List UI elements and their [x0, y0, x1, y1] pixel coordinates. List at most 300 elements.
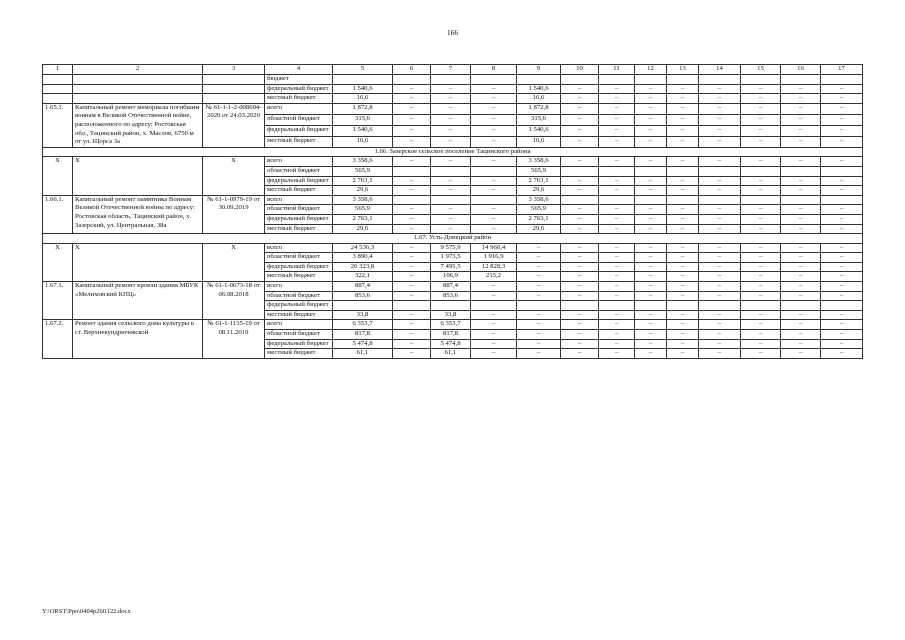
- amount-cell: [599, 301, 635, 311]
- section-title: 1.66. Зазерское сельское поселение Тацинского района: [43, 147, 863, 157]
- amount-cell: –: [599, 84, 635, 94]
- amount-cell: [699, 195, 741, 205]
- amount-cell: –: [699, 136, 741, 147]
- amount-cell: –: [635, 349, 667, 359]
- amount-cell: –: [821, 214, 863, 224]
- amount-cell: –: [781, 214, 821, 224]
- amount-cell: –: [517, 291, 561, 301]
- amount-cell: [517, 75, 561, 85]
- amount-cell: –: [517, 339, 561, 349]
- amount-cell: [431, 195, 471, 205]
- funding-source: бюджет: [265, 75, 333, 85]
- amount-cell: 16,6: [517, 136, 561, 147]
- amount-cell: 565,9: [333, 166, 393, 176]
- amount-cell: –: [781, 103, 821, 114]
- object-name: Ремонт здания сельского дома культуры в ст. Верхнекундрючевской: [73, 320, 203, 358]
- amount-cell: –: [599, 262, 635, 272]
- amount-cell: –: [821, 320, 863, 330]
- funding-source: местный бюджет: [265, 186, 333, 196]
- amount-cell: –: [431, 214, 471, 224]
- amount-cell: –: [561, 176, 599, 186]
- amount-cell: –: [667, 272, 699, 282]
- amount-cell: [471, 75, 517, 85]
- amount-cell: –: [431, 205, 471, 215]
- amount-cell: –: [393, 282, 431, 292]
- column-header: 3: [203, 65, 265, 75]
- amount-cell: –: [741, 320, 781, 330]
- amount-cell: –: [699, 157, 741, 167]
- amount-cell: –: [431, 94, 471, 104]
- amount-cell: –: [431, 176, 471, 186]
- amount-cell: [635, 166, 667, 176]
- amount-cell: 1 540,6: [517, 84, 561, 94]
- amount-cell: –: [599, 310, 635, 320]
- amount-cell: –: [699, 339, 741, 349]
- amount-cell: –: [471, 214, 517, 224]
- amount-cell: 853,6: [333, 291, 393, 301]
- amount-cell: –: [393, 330, 431, 340]
- amount-cell: –: [517, 320, 561, 330]
- amount-cell: –: [561, 320, 599, 330]
- amount-cell: 2 763,1: [333, 214, 393, 224]
- amount-cell: –: [667, 205, 699, 215]
- amount-cell: –: [821, 224, 863, 234]
- amount-cell: [599, 166, 635, 176]
- amount-cell: –: [635, 136, 667, 147]
- column-header: 2: [73, 65, 203, 75]
- amount-cell: –: [561, 205, 599, 215]
- amount-cell: [431, 166, 471, 176]
- amount-cell: 106,9: [431, 272, 471, 282]
- funding-source: всего: [265, 282, 333, 292]
- amount-cell: –: [431, 114, 471, 125]
- amount-cell: 853,6: [431, 291, 471, 301]
- amount-cell: –: [393, 136, 431, 147]
- amount-cell: –: [599, 320, 635, 330]
- amount-cell: [561, 195, 599, 205]
- amount-cell: –: [561, 253, 599, 263]
- amount-cell: –: [393, 253, 431, 263]
- amount-cell: 33,8: [431, 310, 471, 320]
- funding-source: федеральный бюджет: [265, 262, 333, 272]
- amount-cell: –: [561, 84, 599, 94]
- expertise-conclusion: [203, 94, 265, 104]
- row-number: Х: [43, 243, 73, 281]
- amount-cell: –: [667, 224, 699, 234]
- amount-cell: –: [781, 94, 821, 104]
- funding-source: областной бюджет: [265, 291, 333, 301]
- amount-cell: 1 540,6: [517, 125, 561, 136]
- amount-cell: –: [517, 330, 561, 340]
- amount-cell: –: [635, 84, 667, 94]
- amount-cell: –: [561, 103, 599, 114]
- amount-cell: –: [781, 186, 821, 196]
- amount-cell: –: [471, 224, 517, 234]
- amount-cell: [741, 195, 781, 205]
- amount-cell: –: [635, 125, 667, 136]
- amount-cell: –: [635, 320, 667, 330]
- amount-cell: –: [599, 349, 635, 359]
- amount-cell: –: [471, 176, 517, 186]
- amount-cell: –: [599, 157, 635, 167]
- amount-cell: –: [667, 282, 699, 292]
- amount-cell: –: [741, 157, 781, 167]
- amount-cell: –: [781, 125, 821, 136]
- amount-cell: 2 763,1: [517, 176, 561, 186]
- amount-cell: –: [741, 84, 781, 94]
- amount-cell: 6 353,7: [431, 320, 471, 330]
- amount-cell: –: [667, 310, 699, 320]
- amount-cell: [471, 166, 517, 176]
- amount-cell: –: [741, 253, 781, 263]
- amount-cell: [667, 301, 699, 311]
- amount-cell: –: [599, 282, 635, 292]
- amount-cell: –: [699, 282, 741, 292]
- amount-cell: –: [599, 186, 635, 196]
- object-name: Х: [73, 157, 203, 195]
- amount-cell: –: [599, 94, 635, 104]
- funding-source: областной бюджет: [265, 330, 333, 340]
- amount-cell: –: [699, 114, 741, 125]
- amount-cell: –: [781, 176, 821, 186]
- amount-cell: –: [667, 262, 699, 272]
- amount-cell: –: [393, 103, 431, 114]
- amount-cell: –: [741, 125, 781, 136]
- amount-cell: [431, 75, 471, 85]
- amount-cell: [635, 75, 667, 85]
- amount-cell: –: [471, 157, 517, 167]
- amount-cell: –: [599, 330, 635, 340]
- amount-cell: 887,4: [431, 282, 471, 292]
- amount-cell: [599, 75, 635, 85]
- amount-cell: –: [517, 272, 561, 282]
- amount-cell: [821, 195, 863, 205]
- amount-cell: –: [393, 214, 431, 224]
- amount-cell: –: [667, 349, 699, 359]
- amount-cell: –: [599, 176, 635, 186]
- amount-cell: –: [561, 186, 599, 196]
- amount-cell: [699, 301, 741, 311]
- amount-cell: –: [561, 224, 599, 234]
- amount-cell: [393, 195, 431, 205]
- object-name: Х: [73, 243, 203, 281]
- amount-cell: –: [635, 205, 667, 215]
- column-header: 13: [667, 65, 699, 75]
- amount-cell: [393, 301, 431, 311]
- amount-cell: –: [431, 103, 471, 114]
- amount-cell: [333, 75, 393, 85]
- table-row: [43, 94, 863, 104]
- amount-cell: –: [635, 103, 667, 114]
- amount-cell: 3 890,4: [333, 253, 393, 263]
- amount-cell: [699, 75, 741, 85]
- column-header: 15: [741, 65, 781, 75]
- amount-cell: –: [741, 243, 781, 253]
- amount-cell: –: [393, 114, 431, 125]
- amount-cell: –: [635, 114, 667, 125]
- amount-cell: –: [561, 282, 599, 292]
- amount-cell: –: [781, 349, 821, 359]
- amount-cell: 817,8: [431, 330, 471, 340]
- amount-cell: –: [393, 224, 431, 234]
- amount-cell: –: [561, 94, 599, 104]
- funding-source: местный бюджет: [265, 349, 333, 359]
- amount-cell: [667, 166, 699, 176]
- amount-cell: –: [635, 157, 667, 167]
- amount-cell: –: [393, 310, 431, 320]
- amount-cell: 1 540,6: [333, 125, 393, 136]
- amount-cell: –: [471, 186, 517, 196]
- amount-cell: –: [635, 272, 667, 282]
- amount-cell: –: [741, 136, 781, 147]
- funding-source: федеральный бюджет: [265, 214, 333, 224]
- amount-cell: 14 960,4: [471, 243, 517, 253]
- amount-cell: 5 474,8: [431, 339, 471, 349]
- object-name: [73, 94, 203, 104]
- amount-cell: –: [561, 291, 599, 301]
- amount-cell: [599, 195, 635, 205]
- amount-cell: –: [699, 272, 741, 282]
- amount-cell: –: [635, 282, 667, 292]
- amount-cell: 12 828,3: [471, 262, 517, 272]
- amount-cell: –: [635, 253, 667, 263]
- amount-cell: 33,8: [333, 310, 393, 320]
- amount-cell: –: [635, 186, 667, 196]
- funding-source: всего: [265, 195, 333, 205]
- amount-cell: –: [471, 320, 517, 330]
- section-row: [43, 147, 863, 157]
- funding-source: местный бюджет: [265, 94, 333, 104]
- column-header: 4: [265, 65, 333, 75]
- amount-cell: –: [741, 291, 781, 301]
- amount-cell: –: [471, 136, 517, 147]
- expertise-conclusion: Х: [203, 157, 265, 195]
- row-number: [43, 75, 73, 85]
- amount-cell: [821, 75, 863, 85]
- amount-cell: –: [471, 349, 517, 359]
- amount-cell: –: [635, 176, 667, 186]
- amount-cell: –: [699, 205, 741, 215]
- amount-cell: –: [667, 253, 699, 263]
- amount-cell: –: [741, 205, 781, 215]
- amount-cell: –: [781, 339, 821, 349]
- amount-cell: 61,1: [333, 349, 393, 359]
- amount-cell: –: [781, 224, 821, 234]
- amount-cell: –: [699, 253, 741, 263]
- amount-cell: –: [821, 330, 863, 340]
- funding-source: всего: [265, 320, 333, 330]
- object-name: Капитальный ремонт памятника Воинам Великой Отечественной войны по адресу: Ростовская область, Тацинский район, х. Зазерский, ул. Центральная, 38а: [73, 195, 203, 233]
- table-row: [43, 103, 863, 114]
- amount-cell: –: [561, 125, 599, 136]
- amount-cell: –: [699, 262, 741, 272]
- amount-cell: –: [741, 310, 781, 320]
- amount-cell: –: [699, 125, 741, 136]
- object-name: Капитальный ремонт кровли здания МБУК «Мелиховский КПЦ»: [73, 282, 203, 320]
- amount-cell: [741, 166, 781, 176]
- amount-cell: [781, 301, 821, 311]
- amount-cell: –: [741, 339, 781, 349]
- amount-cell: –: [431, 157, 471, 167]
- amount-cell: –: [699, 349, 741, 359]
- funding-source: федеральный бюджет: [265, 84, 333, 94]
- budget-table: [42, 64, 863, 359]
- amount-cell: –: [699, 103, 741, 114]
- amount-cell: –: [781, 272, 821, 282]
- amount-cell: 565,9: [517, 166, 561, 176]
- amount-cell: –: [667, 125, 699, 136]
- amount-cell: 2 763,1: [333, 176, 393, 186]
- table-row: [43, 75, 863, 85]
- amount-cell: –: [699, 330, 741, 340]
- amount-cell: [781, 166, 821, 176]
- amount-cell: 3 358,6: [517, 157, 561, 167]
- amount-cell: –: [561, 243, 599, 253]
- object-name: [73, 84, 203, 94]
- amount-cell: –: [667, 339, 699, 349]
- amount-cell: –: [781, 320, 821, 330]
- amount-cell: –: [821, 310, 863, 320]
- funding-source: федеральный бюджет: [265, 176, 333, 186]
- amount-cell: –: [393, 262, 431, 272]
- amount-cell: –: [393, 94, 431, 104]
- expertise-conclusion: № 61-1-1-2-008604-2020 от 24.03.2020: [203, 103, 265, 147]
- funding-source: местный бюджет: [265, 224, 333, 234]
- amount-cell: –: [635, 214, 667, 224]
- row-number: 1.67.2.: [43, 320, 73, 358]
- amount-cell: 565,9: [517, 205, 561, 215]
- amount-cell: –: [471, 84, 517, 94]
- amount-cell: –: [741, 272, 781, 282]
- funding-source: областной бюджет: [265, 114, 333, 125]
- row-number: 1.67.1.: [43, 282, 73, 320]
- column-header: 10: [561, 65, 599, 75]
- amount-cell: [741, 301, 781, 311]
- amount-cell: 322,1: [333, 272, 393, 282]
- amount-cell: 61,1: [431, 349, 471, 359]
- amount-cell: –: [781, 157, 821, 167]
- amount-cell: [821, 166, 863, 176]
- amount-cell: 29,6: [333, 186, 393, 196]
- amount-cell: [517, 301, 561, 311]
- amount-cell: –: [471, 310, 517, 320]
- amount-cell: 887,4: [333, 282, 393, 292]
- expertise-conclusion: [203, 84, 265, 94]
- amount-cell: –: [393, 186, 431, 196]
- amount-cell: –: [431, 224, 471, 234]
- amount-cell: –: [781, 243, 821, 253]
- amount-cell: –: [821, 84, 863, 94]
- expertise-conclusion: [203, 75, 265, 85]
- amount-cell: –: [599, 103, 635, 114]
- amount-cell: –: [471, 291, 517, 301]
- table-header: [43, 65, 863, 75]
- amount-cell: –: [667, 103, 699, 114]
- amount-cell: –: [821, 253, 863, 263]
- amount-cell: 16,6: [333, 94, 393, 104]
- amount-cell: –: [635, 291, 667, 301]
- amount-cell: –: [599, 114, 635, 125]
- expertise-conclusion: Х: [203, 243, 265, 281]
- amount-cell: –: [635, 262, 667, 272]
- amount-cell: –: [781, 291, 821, 301]
- amount-cell: –: [393, 339, 431, 349]
- amount-cell: –: [667, 84, 699, 94]
- table-row: [43, 282, 863, 292]
- amount-cell: –: [821, 282, 863, 292]
- amount-cell: –: [599, 214, 635, 224]
- row-number: [43, 94, 73, 104]
- amount-cell: [635, 301, 667, 311]
- amount-cell: –: [561, 214, 599, 224]
- funding-source: федеральный бюджет: [265, 301, 333, 311]
- amount-cell: –: [667, 176, 699, 186]
- amount-cell: 565,9: [333, 205, 393, 215]
- table-row: [43, 243, 863, 253]
- amount-cell: 29,6: [517, 186, 561, 196]
- amount-cell: –: [699, 186, 741, 196]
- amount-cell: 315,6: [333, 114, 393, 125]
- amount-cell: –: [699, 243, 741, 253]
- amount-cell: 215,2: [471, 272, 517, 282]
- amount-cell: [471, 301, 517, 311]
- amount-cell: –: [699, 320, 741, 330]
- amount-cell: –: [821, 262, 863, 272]
- amount-cell: –: [393, 272, 431, 282]
- amount-cell: –: [561, 330, 599, 340]
- amount-cell: –: [821, 243, 863, 253]
- amount-cell: –: [821, 103, 863, 114]
- amount-cell: –: [821, 349, 863, 359]
- amount-cell: –: [471, 103, 517, 114]
- amount-cell: –: [699, 224, 741, 234]
- table-row: [43, 157, 863, 167]
- amount-cell: –: [699, 291, 741, 301]
- expertise-conclusion: № 61-1-1135-19 от 08.11.2019: [203, 320, 265, 358]
- funding-source: всего: [265, 103, 333, 114]
- expertise-conclusion: № 61-1-0979-19 от 30.09.2019: [203, 195, 265, 233]
- amount-cell: 20 323,8: [333, 262, 393, 272]
- amount-cell: [667, 195, 699, 205]
- amount-cell: –: [781, 114, 821, 125]
- amount-cell: [471, 195, 517, 205]
- amount-cell: –: [741, 262, 781, 272]
- amount-cell: –: [781, 310, 821, 320]
- amount-cell: –: [393, 205, 431, 215]
- amount-cell: –: [635, 243, 667, 253]
- amount-cell: –: [517, 310, 561, 320]
- amount-cell: –: [821, 125, 863, 136]
- amount-cell: –: [699, 214, 741, 224]
- amount-cell: –: [781, 330, 821, 340]
- column-header: 16: [781, 65, 821, 75]
- amount-cell: 16,6: [517, 94, 561, 104]
- amount-cell: –: [781, 253, 821, 263]
- amount-cell: –: [821, 291, 863, 301]
- amount-cell: –: [667, 157, 699, 167]
- row-number: [43, 84, 73, 94]
- file-path-footer: Y:\ORST\Ppo\0404p260.f22.docx: [42, 608, 131, 615]
- amount-cell: –: [635, 339, 667, 349]
- table-row: [43, 84, 863, 94]
- amount-cell: –: [821, 176, 863, 186]
- amount-cell: –: [393, 349, 431, 359]
- amount-cell: –: [599, 125, 635, 136]
- amount-cell: –: [561, 339, 599, 349]
- amount-cell: –: [741, 282, 781, 292]
- amount-cell: 7 495,5: [431, 262, 471, 272]
- amount-cell: –: [741, 330, 781, 340]
